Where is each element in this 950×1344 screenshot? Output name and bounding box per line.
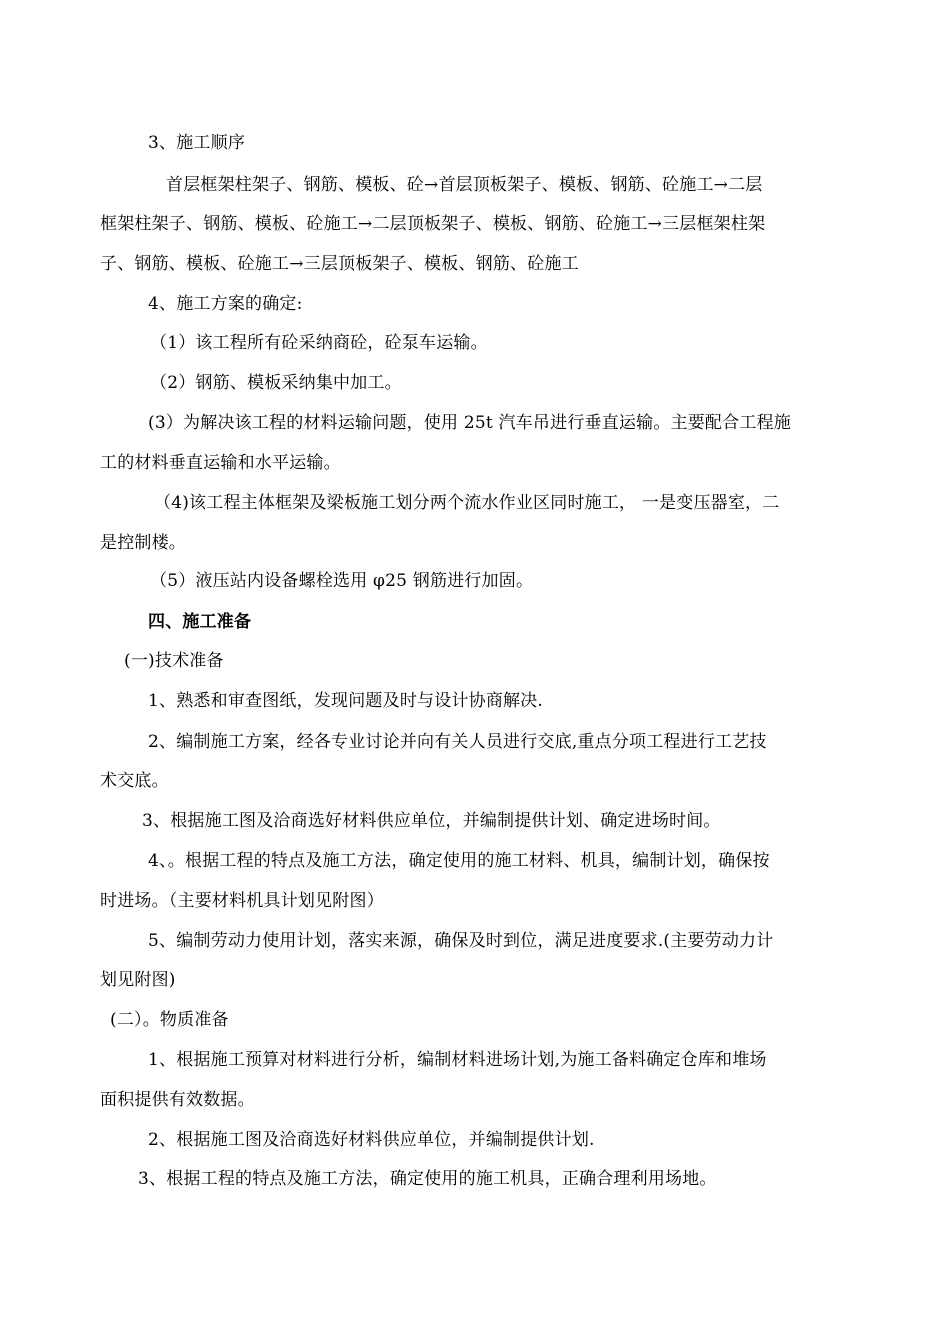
technical-item: 2、编制施工方案，经各专业讨论并向有关人员进行交底,重点分项工程进行工艺技 — [148, 732, 767, 752]
material-item: 1、根据施工预算对材料进行分析，编制材料进场计划,为施工备料确定仓库和堆场 — [148, 1050, 767, 1070]
construction-sequence-heading: 3、施工顺序 — [148, 133, 246, 153]
plan-item-continuation: 是控制楼。 — [100, 533, 186, 553]
material-item: 3、根据工程的特点及施工方法，确定使用的施工机具，正确合理利用场地。 — [138, 1169, 717, 1189]
plan-item: （4)该工程主体框架及梁板施工划分两个流水作业区同时施工， 一是变压器室，二 — [154, 493, 780, 513]
material-item: 2、根据施工图及洽商选好材料供应单位，并编制提供计划. — [148, 1130, 595, 1150]
technical-preparation-title: (一)技术准备 — [124, 651, 224, 671]
plan-item: （5）液压站内设备螺栓选用 φ25 钢筋进行加固。 — [150, 571, 534, 591]
technical-item: 4、。根据工程的特点及施工方法，确定使用的施工材料、机具，编制计划，确保按 — [148, 851, 770, 871]
plan-item-continuation: 工的材料垂直运输和水平运输。 — [100, 453, 341, 473]
technical-item: 5、编制劳动力使用计划，落实来源，确保及时到位，满足进度要求.(主要劳动力计 — [148, 931, 774, 951]
construction-sequence-line: 子、钢筋、模板、砼施工→三层顶板架子、模板、钢筋、砼施工 — [100, 254, 579, 274]
construction-sequence-line: 框架柱架子、钢筋、模板、砼施工→二层顶板架子、模板、钢筋、砼施工→三层框架柱架 — [100, 214, 766, 234]
material-item-continuation: 面积提供有效数据。 — [100, 1090, 255, 1110]
material-preparation-title: (二）。物质准备 — [110, 1010, 229, 1030]
plan-item: （1）该工程所有砼采纳商砼，砼泵车运输。 — [150, 333, 488, 353]
technical-item-continuation: 术交底。 — [100, 771, 169, 791]
plan-item: (3）为解决该工程的材料运输问题，使用 25t 汽车吊进行垂直运输。主要配合工程施 — [148, 413, 791, 433]
construction-plan-heading: 4、施工方案的确定: — [148, 294, 303, 314]
section-title: 四、施工准备 — [148, 612, 252, 632]
construction-sequence-line: 首层框架柱架子、钢筋、模板、砼→首层顶板架子、模板、钢筋、砼施工→二层 — [166, 175, 763, 195]
technical-item: 1、熟悉和审查图纸，发现问题及时与设计协商解决. — [148, 691, 544, 711]
plan-item: （2）钢筋、模板采纳集中加工。 — [150, 373, 402, 393]
technical-item-continuation: 时进场。（主要材料机具计划见附图） — [100, 891, 384, 911]
technical-item: 3、根据施工图及洽商选好材料供应单位，并编制提供计划、确定进场时间。 — [142, 811, 721, 831]
technical-item-continuation: 划见附图) — [100, 970, 176, 990]
